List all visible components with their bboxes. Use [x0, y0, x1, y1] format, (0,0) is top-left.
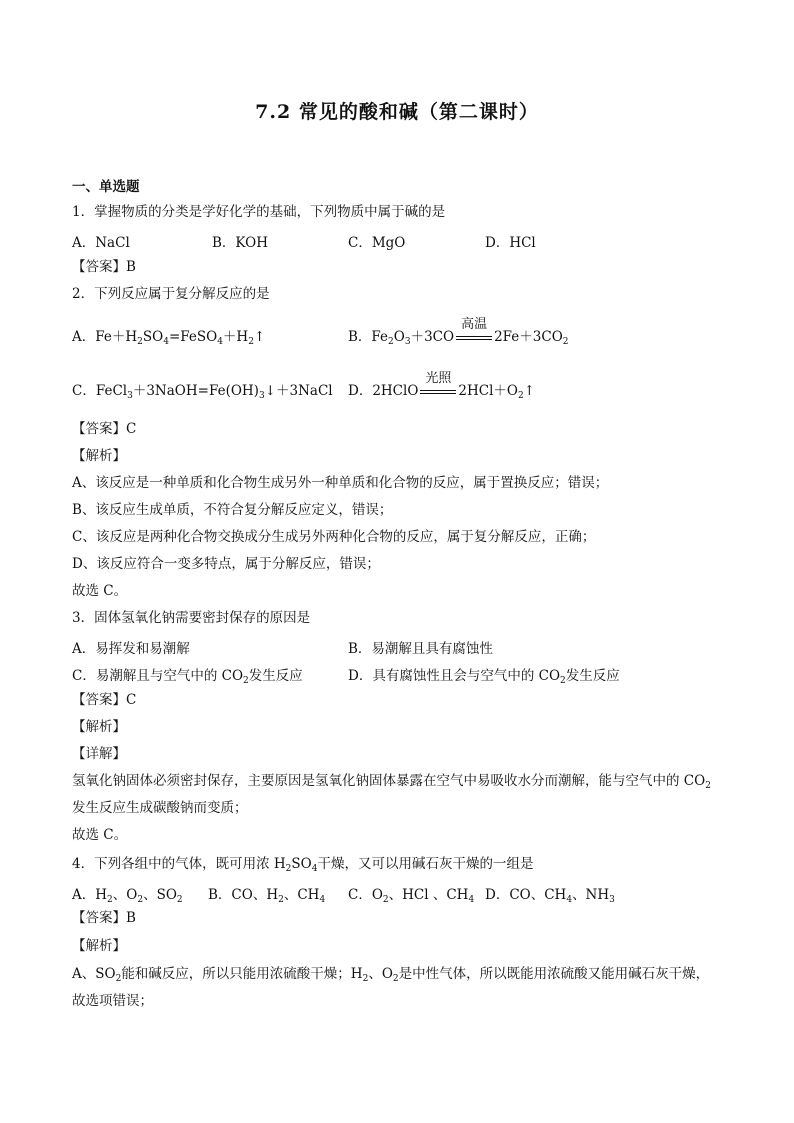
q2-conclusion: 故选 C。 — [72, 583, 128, 599]
q4-analysis-line: A、$SO_2$能和碱反应，所以只能用浓硫酸干燥；$H_2$、$O_2$是中性气体，所以既能用浓硫酸又能用碱石灰干燥， — [72, 966, 710, 984]
q1-stem: 1．掌握物质的分类是学好化学的基础，下列物质中属于碱的是 — [72, 204, 446, 220]
condition-label: 高温 — [461, 317, 488, 332]
q2-analysis-line: C、该反应是两种化合物交换成分生成另外两种化合物的反应，属于复分解反应，正确； — [72, 529, 596, 545]
q4-option-b: B．CO、$H_2$、$CH_4$ — [208, 887, 326, 905]
q3-answer: 【答案】C — [72, 692, 137, 708]
q4-analysis-part: 是中性气体，所以既能用浓硫酸又能用碱石灰干燥， — [398, 966, 710, 982]
q4-options — [0, 883, 794, 905]
q3-detail-line: 发生反应生成碳酸钠而变质； — [72, 800, 248, 816]
reaction-condition — [419, 371, 457, 399]
q3-option-d-text: D．具有腐蚀性且会与空气中的 CO — [348, 668, 561, 684]
q4-option-c: C．$O_2$、HCl 、$CH_4$ — [348, 887, 475, 905]
q3-stem: 3．固体氢氧化钠需要密封保存的原因是 — [72, 610, 311, 626]
q3-option-c: C．易潮解且与空气中的 $CO_2$发生反应 — [72, 668, 303, 686]
q4-analysis-part: A、SO — [72, 966, 116, 982]
q4-analysis-heading: 【解析】 — [72, 938, 126, 954]
condition-label: 光照 — [425, 371, 452, 386]
section-heading: 一、单选题 — [72, 179, 140, 195]
q4-option-a: A．$H_2$、$O_2$、$SO_2$ — [72, 887, 183, 905]
q3-option-c-tail: 发生反应 — [248, 668, 303, 684]
q2-analysis-line: A、该反应是一种单质和化合物生成另外一种单质和化合物的反应，属于置换反应；错误； — [72, 475, 609, 491]
q4-stem-text: 4．下列各组中的气体，既可用浓 H — [72, 856, 286, 872]
q1-answer: 【答案】B — [72, 259, 136, 275]
q3-detail-heading: 【详解】 — [72, 746, 126, 762]
q4-answer: 【答案】B — [72, 910, 136, 926]
q3-option-c-text: C．易潮解且与空气中的 CO — [72, 668, 244, 684]
q3-option-d: D．具有腐蚀性且会与空气中的 $CO_2$发生反应 — [348, 668, 620, 686]
q2-analysis-heading: 【解析】 — [72, 448, 126, 464]
q1-option-d: D．HCl — [485, 235, 536, 251]
q2-analysis-line: B、该反应生成单质，不符合复分解反应定义，错误； — [72, 502, 393, 518]
q1-option-a: A．NaCl — [72, 235, 130, 251]
q1-option-c: C．MgO — [348, 235, 406, 251]
q4-analysis-part: 能和碱反应，所以只能用浓硫酸干燥；H — [121, 966, 363, 982]
page-title: 7.2 常见的酸和碱（第二课时） — [255, 101, 539, 123]
q2-option-c: C．$FeCl_3+3NaOH=Fe(OH)_3↓+3NaCl$ — [72, 383, 333, 401]
q1-option-b: B．KOH — [212, 235, 268, 251]
q3-detail-text: 氢氧化钠固体必须密封保存，主要原因是氢氧化钠固体暴露在空气中易吸收水分而潮解，能与空气中的 CO — [72, 773, 706, 789]
q4-analysis-line: 故选项错误； — [72, 993, 153, 1009]
q2-option-b: B．$Fe_2O_3+3CO$ 高温 $2Fe+3CO_2$ — [348, 325, 569, 345]
q4-option-d: D．CO、$CH_4$、$NH_3$ — [485, 887, 615, 905]
q2-stem: 2．下列反应属于复分解反应的是 — [72, 286, 270, 302]
q4-analysis-part: 、O — [368, 966, 393, 982]
q3-conclusion: 故选 C。 — [72, 827, 128, 843]
q2-answer: 【答案】C — [72, 421, 137, 437]
q3-analysis-heading: 【解析】 — [72, 719, 126, 735]
q3-option-d-tail: 发生反应 — [565, 668, 620, 684]
q1-options — [0, 231, 794, 249]
q3-option-a: A．易挥发和易潮解 — [72, 641, 190, 657]
q3-detail-line: 氢氧化钠固体必须密封保存，主要原因是氢氧化钠固体暴露在空气中易吸收水分而潮解，能与空气中的 $CO_2$ — [72, 773, 711, 791]
q3-option-b: B．易潮解且具有腐蚀性 — [348, 641, 493, 657]
q2-analysis-line: D、该反应符合一变多特点，属于分解反应，错误； — [72, 556, 380, 572]
q2-option-d: D．2HClO 光照 $2HCl+O_2↑$ — [348, 379, 535, 399]
q4-stem-formula: SO — [291, 856, 312, 872]
reaction-condition — [455, 317, 493, 345]
q2-option-a: A．$Fe+H_2SO_4=FeSO_4+H_2↑$ — [72, 329, 266, 347]
q4-stem-tail: 干燥，又可以用碱石灰干燥的一组是 — [317, 856, 534, 872]
q4-stem: 4．下列各组中的气体，既可用浓 $H_2SO_4$干燥，又可以用碱石灰干燥的一组是 — [72, 856, 534, 874]
